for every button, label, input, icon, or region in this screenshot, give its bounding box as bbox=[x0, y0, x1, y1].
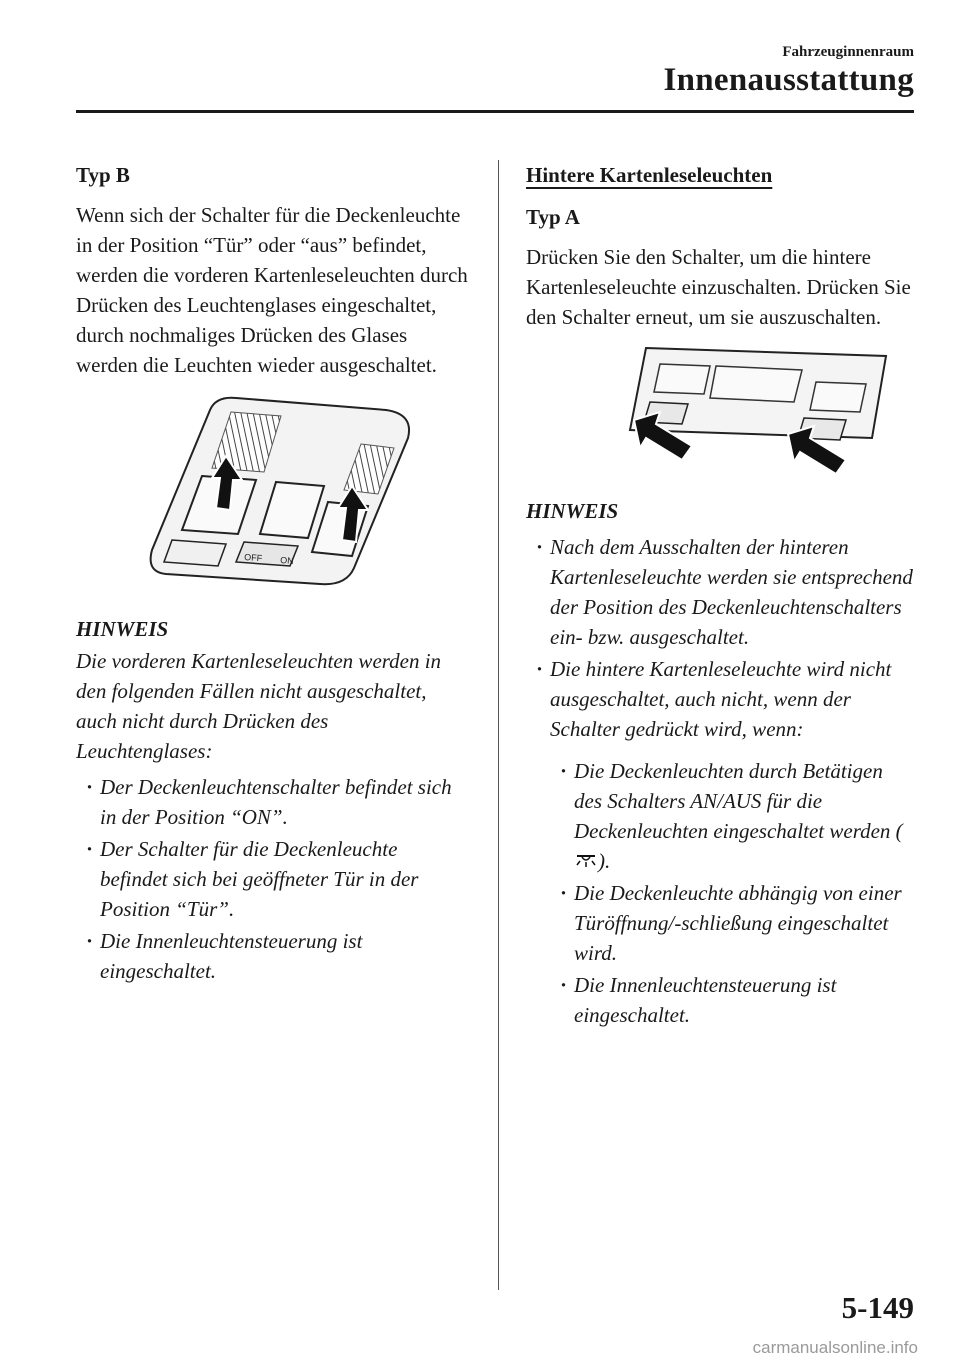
list-item bbox=[574, 756, 916, 876]
left-body-text: Wenn sich der Schalter für die Deckenleuchte in der Position “Tür” oder “aus” befindet, werden die vorderen Kartenleseleuchten durch Drücken des Leuchtenglases eingeschaltet, durch nochmaliges Drücken des Glases werden die Leuchten wieder ausgeschaltet. bbox=[76, 203, 468, 377]
list-item: · Der Deckenleuchtenschalter befindet sich in der Position “ON”. bbox=[100, 772, 468, 832]
watermark: carmanualsonline.info bbox=[752, 1338, 918, 1357]
list-item: · Die Innenleuchtensteuerung ist eingeschaltet. bbox=[574, 970, 916, 1030]
page-number: 5-149 bbox=[841, 1290, 914, 1325]
list-item: · Die Innenleuchtensteuerung ist eingeschaltet. bbox=[100, 926, 468, 986]
list-item: · Die Deckenleuchte abhängig von einer Türöffnung/-schließung eingeschaltet wird. bbox=[574, 878, 916, 968]
paren-open: ( bbox=[895, 819, 903, 843]
front-map-light-illustration bbox=[76, 390, 468, 600]
right-body-text: Drücken Sie den Schalter, um die hintere Kartenleseleuchte einzuschalten. Drücken Sie den Schalter erneut, um sie auszuschalten. bbox=[526, 245, 911, 329]
sub-list bbox=[550, 756, 916, 1030]
running-chapter-title: Innenausstattung bbox=[663, 62, 914, 98]
right-column bbox=[526, 160, 916, 1032]
list-item: · Der Schalter für die Deckenleuchte befindet sich bei geöffneter Tür in der Position “Tür”. bbox=[100, 834, 468, 924]
note-title: HINWEIS bbox=[76, 617, 169, 641]
note-list bbox=[526, 532, 916, 1030]
header-rule bbox=[76, 110, 914, 113]
subheading-typ-a: Typ A bbox=[526, 205, 580, 229]
section-title: Hintere Kartenleseleuchten bbox=[526, 163, 773, 187]
note-title: HINWEIS bbox=[526, 499, 619, 523]
running-section-title: Fahrzeuginnenraum bbox=[782, 44, 914, 60]
column-divider bbox=[498, 160, 499, 1290]
switch-label-off: OFF bbox=[243, 552, 263, 564]
subheading-typ-b: Typ B bbox=[76, 163, 130, 187]
switch-label-on: ON bbox=[279, 555, 295, 566]
note-intro: Die vorderen Kartenleseleuchten werden in den folgenden Fällen nicht ausgeschaltet, auch nicht durch Drücken des Leuchtenglases: bbox=[76, 649, 442, 763]
list-item-text: Die hintere Kartenleseleuchte wird nicht ausgeschaltet, auch nicht, wenn der Schalter gedrückt wird, wenn: bbox=[550, 657, 892, 741]
ceiling-light-icon bbox=[574, 853, 598, 869]
rear-map-light-illustration bbox=[576, 342, 960, 482]
paren-close: ). bbox=[598, 849, 611, 873]
list-item-text: Die Deckenleuchten durch Betätigen des Schalters AN/AUS für die Deckenleuchten eingeschaltet werden bbox=[574, 759, 891, 843]
list-item: · Nach dem Ausschalten der hinteren Kartenleseleuchte werden sie entsprechend der Position des Deckenleuchtenschalters ein- bzw. ausgeschaltet. bbox=[550, 532, 916, 652]
note-list bbox=[76, 772, 468, 986]
left-column bbox=[76, 160, 468, 988]
list-item bbox=[550, 654, 916, 1030]
